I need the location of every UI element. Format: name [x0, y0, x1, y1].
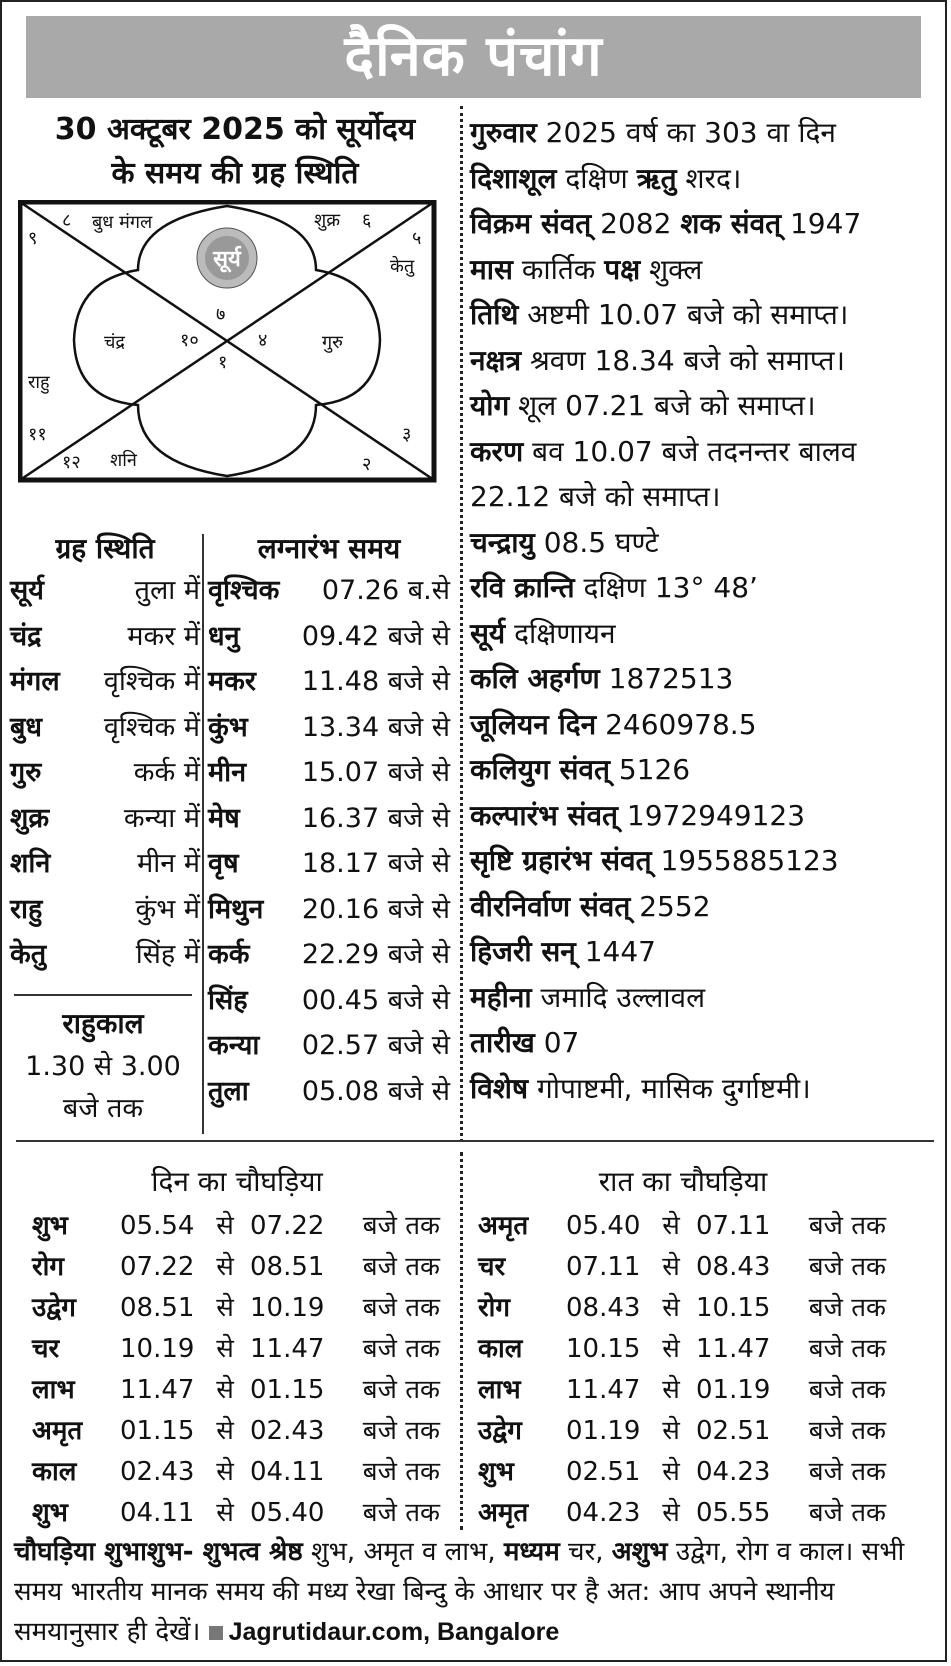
detail-row: [470, 201, 940, 247]
footer-b3: अशुभ: [611, 1537, 668, 1567]
chog-sep: से: [662, 1293, 680, 1323]
chog-until: बजे तक: [808, 1293, 886, 1323]
chog-name: शुभ: [32, 1498, 68, 1528]
detail-label: मास: [470, 252, 513, 286]
graha-planet: सूर्य: [10, 575, 44, 606]
detail-label: महीना: [470, 980, 532, 1014]
column-divider: [460, 106, 463, 1142]
lagna-rashi: मकर: [208, 666, 256, 697]
kundli-chart: [18, 200, 438, 484]
detail-row: [470, 474, 940, 520]
chog-row: [478, 1329, 888, 1370]
house-9: ९: [28, 228, 38, 249]
detail-label: सूर्य: [470, 616, 506, 650]
chog-separator: [16, 1140, 934, 1142]
detail-value: शूल 07.21 बजे को समाप्त।: [509, 389, 816, 422]
rahukaal-time: 1.30 से 3.00: [25, 1051, 181, 1082]
lagna-row: [208, 614, 450, 660]
house-8: ८: [62, 210, 72, 231]
chog-row: [32, 1329, 442, 1370]
house-7: ७: [216, 304, 226, 325]
chog-name: लाभ: [32, 1375, 75, 1405]
lagna-rashi: सिंह: [208, 984, 248, 1016]
detail-row: [470, 429, 940, 475]
chog-until: बजे तक: [362, 1375, 440, 1405]
chog-name: शुभ: [32, 1211, 68, 1241]
lagna-row: [208, 568, 450, 614]
lagna-time: 02.57 बजे से: [301, 1030, 450, 1061]
chog-sep: से: [216, 1252, 234, 1282]
detail-label: दिशाशूल: [470, 161, 557, 195]
detail-row: [470, 884, 940, 930]
house-12: १२: [62, 452, 81, 473]
chog-until: बजे तक: [362, 1457, 440, 1487]
footer-note: [14, 1532, 936, 1652]
lagna-rashi: मिथुन: [208, 893, 264, 925]
lagna-row: [208, 705, 450, 751]
lagna-time: 07.26 ब.से: [321, 575, 450, 606]
footer-b1: चौघड़िया शुभाशुभ- शुभत्व श्रेष्ठ: [14, 1537, 303, 1567]
detail-value: 2552: [630, 889, 711, 923]
chog-start: 02.43: [120, 1457, 195, 1487]
detail-label: तिथि: [470, 298, 519, 331]
detail-value: 2082: [591, 207, 681, 240]
kundli-ketu: केतु: [390, 256, 415, 277]
lagna-time: 22.29 बजे से: [301, 939, 450, 970]
detail-value: दक्षिण: [556, 161, 637, 195]
detail-row: [470, 611, 940, 657]
footer-t3: उद्वेग, रोग व काल। सभी समय भारतीय मानक समय की मध्य रेखा बिन्दु के आधार पर है अत: आप अपने स्थानीय समयानुसार ही देखें।: [14, 1537, 905, 1647]
detail-value: 08.5 घण्टे: [534, 525, 659, 559]
lagna-rashi: धनु: [208, 620, 240, 652]
chog-start: 05.54: [120, 1211, 195, 1241]
chog-end: 02.43: [250, 1416, 325, 1446]
chog-end: 07.22: [250, 1211, 325, 1241]
chog-sep: से: [216, 1375, 234, 1405]
chog-row: [32, 1370, 442, 1411]
chog-start: 01.15: [120, 1416, 195, 1446]
house-10: १०: [180, 330, 199, 351]
graha-row: [10, 568, 200, 614]
detail-row: [470, 520, 940, 566]
detail-label: नक्षत्र: [470, 343, 522, 377]
chog-until: बजे तक: [808, 1334, 886, 1364]
detail-label: सृष्टि ग्रहारंभ संवत्: [470, 844, 652, 877]
lagna-row: [208, 978, 450, 1024]
chog-sep: से: [216, 1498, 234, 1528]
graha-planet: केतु: [10, 939, 47, 970]
graha-rashi: वृश्चिक में: [103, 666, 200, 697]
chog-row: [32, 1206, 442, 1247]
chog-start: 11.47: [566, 1375, 641, 1405]
lagna-time: 05.08 बजे से: [301, 1075, 450, 1107]
chog-sep: से: [662, 1334, 680, 1364]
graha-planet: राहु: [10, 893, 43, 925]
chog-row: [32, 1452, 442, 1493]
detail-label: योग: [470, 389, 510, 422]
chog-sep: से: [662, 1498, 680, 1528]
chog-sep: से: [216, 1293, 234, 1323]
chog-name: चर: [32, 1334, 60, 1364]
chog-start: 08.51: [120, 1293, 195, 1323]
rahukaal-title: राहुकाल: [62, 1007, 144, 1040]
chog-name: अमृत: [32, 1416, 83, 1446]
lagna-time: 00.45 बजे से: [301, 984, 450, 1016]
chog-row: [32, 1288, 442, 1329]
lagna-row: [208, 841, 450, 887]
lagna-rashi: मीन: [208, 757, 247, 788]
lagna-rashi: मेष: [208, 802, 240, 834]
graha-planet: शुक्र: [10, 802, 50, 834]
lagna-row: [208, 1023, 450, 1069]
detail-label: तारीख: [470, 1026, 535, 1059]
chog-name: लाभ: [478, 1375, 521, 1405]
detail-label: विशेष: [470, 1071, 529, 1105]
kundli-guru: गुरु: [322, 332, 343, 353]
detail-row: [470, 838, 940, 884]
lagna-title: लग्नारंभ समय: [257, 532, 401, 565]
chog-end: 01.15: [250, 1375, 325, 1405]
chog-start: 04.23: [566, 1498, 641, 1528]
house-1: १: [218, 352, 228, 373]
night-chog-title: रात का चौघड़िया: [598, 1165, 768, 1198]
detail-label: पक्ष: [604, 252, 641, 286]
chog-start: 01.19: [566, 1416, 641, 1446]
detail-row: [470, 1020, 940, 1066]
detail-value: 1947: [781, 207, 862, 240]
lagna-row: [208, 659, 450, 705]
chog-start: 11.47: [120, 1375, 195, 1405]
detail-label: कल्पारंभ संवत्: [470, 798, 619, 832]
detail-label: करण: [470, 434, 524, 468]
graha-planet: चंद्र: [10, 620, 42, 652]
lagna-row: [208, 1069, 450, 1115]
lagna-row: [208, 932, 450, 978]
chog-sep: से: [216, 1334, 234, 1364]
graha-rashi: सिंह में: [135, 939, 200, 970]
chog-start: 08.43: [566, 1293, 641, 1323]
day-choghadiya: [32, 1160, 442, 1534]
house-6: ६: [362, 210, 372, 231]
detail-row: [470, 747, 940, 793]
detail-value: 2025 वर्ष का 303 वा दिन: [536, 116, 836, 149]
chog-end: 04.11: [250, 1457, 325, 1487]
chog-until: बजे तक: [362, 1416, 440, 1446]
detail-row: [470, 156, 940, 202]
graha-row: [10, 750, 200, 796]
graha-title: ग्रह स्थिति: [55, 532, 155, 565]
detail-row: [470, 1066, 940, 1112]
graha-row: [10, 841, 200, 887]
chog-row: [32, 1411, 442, 1452]
lagna-time: 20.16 बजे से: [301, 893, 450, 925]
chog-name: अमृत: [478, 1498, 529, 1528]
graha-lagna-divider: [202, 534, 204, 1134]
detail-label: कलियुग संवत्: [470, 753, 610, 786]
kundli-rahu: राहु: [28, 372, 50, 393]
chog-sep: से: [662, 1375, 680, 1405]
graha-rashi: कुंभ में: [135, 893, 200, 925]
detail-row: [470, 292, 940, 338]
chog-name: रोग: [478, 1293, 511, 1323]
chart-heading-line1: 30 अक्टूबर 2025 को सूर्योदय: [54, 112, 416, 147]
chog-sep: से: [216, 1211, 234, 1241]
lagna-timing: [208, 530, 450, 1114]
chog-sep: से: [662, 1416, 680, 1446]
chog-name: उद्वेग: [32, 1293, 76, 1323]
detail-row: [470, 565, 940, 611]
detail-label: चन्द्रायु: [470, 525, 535, 559]
detail-value: 1955885123: [651, 844, 839, 877]
lagna-rashi: तुला: [208, 1075, 249, 1107]
detail-label: रवि क्रान्ति: [470, 571, 575, 604]
detail-value: कार्तिक: [512, 252, 605, 286]
chog-name: रोग: [32, 1252, 65, 1282]
chog-end: 10.19: [250, 1293, 325, 1323]
detail-row: [470, 338, 940, 384]
graha-sthiti: [10, 530, 200, 978]
detail-label: शक संवत्: [680, 207, 782, 240]
footer-site: Jagrutidaur.com, Bangalore: [228, 1618, 560, 1646]
chog-end: 04.23: [696, 1457, 771, 1487]
chog-end: 05.40: [250, 1498, 325, 1528]
detail-value: दक्षिण 13° 48’: [574, 571, 758, 604]
chog-name: अमृत: [478, 1211, 529, 1241]
lagna-time: 15.07 बजे से: [301, 757, 450, 788]
kundli-budh-mangal: बुध मंगल: [92, 212, 153, 233]
chog-start: 10.15: [566, 1334, 641, 1364]
lagna-time: 16.37 बजे से: [301, 802, 450, 834]
chog-start: 10.19: [120, 1334, 195, 1364]
detail-value: 1447: [575, 935, 656, 968]
chog-sep: से: [662, 1457, 680, 1487]
night-choghadiya: [478, 1160, 888, 1534]
chog-until: बजे तक: [362, 1498, 440, 1528]
house-5: ५: [412, 228, 422, 249]
rahu-divider: [14, 994, 192, 996]
detail-label: वीरनिर्वाण संवत्: [470, 889, 631, 923]
lagna-rashi: कर्क: [208, 939, 250, 970]
chog-until: बजे तक: [808, 1252, 886, 1282]
detail-value: 22.12 बजे को समाप्त।: [470, 480, 721, 513]
detail-value: श्रवण 18.34 बजे को समाप्त।: [521, 343, 846, 377]
detail-value: अष्टमी 10.07 बजे को समाप्त।: [518, 298, 849, 331]
chog-start: 04.11: [120, 1498, 195, 1528]
chog-end: 02.51: [696, 1416, 771, 1446]
graha-planet: बुध: [10, 711, 43, 743]
lagna-time: 18.17 बजे से: [301, 848, 450, 879]
graha-row: [10, 614, 200, 660]
graha-planet: मंगल: [10, 666, 60, 697]
house-2: २: [362, 454, 372, 475]
chog-name: काल: [32, 1457, 77, 1487]
chog-row: [478, 1452, 888, 1493]
day-chog-title: दिन का चौघड़िया: [151, 1165, 323, 1198]
graha-rashi: वृश्चिक में: [103, 711, 200, 743]
chog-row: [478, 1288, 888, 1329]
detail-label: जूलियन दिन: [470, 707, 597, 741]
detail-value: गोपाष्टमी, मासिक दुर्गाष्टमी।: [528, 1071, 811, 1105]
chog-until: बजे तक: [362, 1293, 440, 1323]
chog-start: 02.51: [566, 1457, 641, 1487]
detail-label: गुरुवार: [470, 116, 537, 149]
footer-t2: चर,: [559, 1537, 612, 1567]
lagna-row: [208, 887, 450, 933]
house-4: ४: [258, 330, 268, 351]
lagna-rashi: वृष: [208, 848, 239, 879]
detail-value: 1872513: [599, 662, 734, 695]
graha-row: [10, 887, 200, 933]
detail-row: [470, 975, 940, 1021]
chog-row: [478, 1411, 888, 1452]
chart-heading: [12, 108, 458, 196]
chog-sep: से: [216, 1457, 234, 1487]
chog-row: [478, 1370, 888, 1411]
chog-end: 11.47: [696, 1334, 771, 1364]
chog-until: बजे तक: [808, 1211, 886, 1241]
square-bullet-icon: [209, 1626, 223, 1640]
chog-sep: से: [662, 1211, 680, 1241]
chog-until: बजे तक: [808, 1375, 886, 1405]
graha-rashi: मीन में: [137, 848, 200, 879]
rahukaal-until: बजे तक: [62, 1093, 144, 1124]
lagna-time: 13.34 बजे से: [301, 711, 450, 743]
kundli-chandra: चंद्र: [104, 332, 125, 353]
detail-value: शरद।: [676, 161, 742, 195]
masthead-title: दैनिक पंचांग: [26, 16, 921, 98]
detail-value: 07: [534, 1026, 580, 1059]
kundli-shani: शनि: [110, 450, 137, 471]
chog-until: बजे तक: [808, 1498, 886, 1528]
graha-rashi: कन्या में: [123, 802, 200, 834]
chog-row: [478, 1247, 888, 1288]
lagna-time: 09.42 बजे से: [301, 620, 450, 652]
chog-start: 05.40: [566, 1211, 641, 1241]
graha-row: [10, 796, 200, 842]
lagna-row: [208, 750, 450, 796]
graha-planet: गुरु: [10, 757, 42, 788]
chog-until: बजे तक: [362, 1211, 440, 1241]
chog-end: 07.11: [696, 1211, 771, 1241]
graha-rashi: कर्क में: [133, 757, 200, 788]
detail-row: [470, 702, 940, 748]
kundli-shukra: शुक्र: [314, 210, 341, 231]
graha-row: [10, 705, 200, 751]
chog-end: 10.15: [696, 1293, 771, 1323]
detail-label: कलि अहर्गण: [470, 662, 600, 695]
footer-t1: शुभ, अमृत व लाभ,: [302, 1537, 504, 1567]
chog-end: 08.43: [696, 1252, 771, 1282]
panchang-details: [470, 110, 940, 1111]
chog-sep: से: [216, 1416, 234, 1446]
chog-until: बजे तक: [808, 1416, 886, 1446]
chog-sep: से: [662, 1252, 680, 1282]
chog-end: 08.51: [250, 1252, 325, 1282]
chog-row: [478, 1493, 888, 1534]
chog-divider: [460, 1152, 463, 1530]
footer-b2: मध्यम: [503, 1537, 560, 1567]
lagna-rashi: वृश्चिक: [208, 575, 280, 606]
graha-planet: शनि: [10, 848, 51, 879]
chart-heading-line2: के समय की ग्रह स्थिति: [111, 156, 359, 191]
detail-value: 5126: [609, 753, 691, 786]
detail-label: विक्रम संवत्: [470, 207, 592, 240]
detail-row: [470, 793, 940, 839]
rahukaal-box: [12, 1002, 194, 1130]
detail-label: हिजरी सन्: [470, 935, 576, 968]
chog-name: शुभ: [478, 1457, 514, 1487]
detail-row: [470, 383, 940, 429]
kundli-surya: सूर्य: [213, 247, 241, 272]
chog-end: 01.19: [696, 1375, 771, 1405]
chog-until: बजे तक: [362, 1334, 440, 1364]
detail-row: [470, 110, 940, 156]
chog-end: 11.47: [250, 1334, 325, 1364]
chog-name: चर: [478, 1252, 506, 1282]
detail-value: बव 10.07 बजे तदनन्तर बालव: [523, 434, 857, 468]
house-11: ११: [28, 424, 47, 445]
graha-row: [10, 932, 200, 978]
chog-end: 05.55: [696, 1498, 771, 1528]
detail-value: जमादि उल्लावल: [531, 980, 706, 1014]
lagna-time: 11.48 बजे से: [301, 666, 450, 697]
chog-start: 07.22: [120, 1252, 195, 1282]
house-3: ३: [402, 424, 412, 445]
detail-label: ऋतु: [636, 161, 677, 195]
chog-until: बजे तक: [808, 1457, 886, 1487]
lagna-rashi: कुंभ: [208, 711, 248, 743]
detail-value: दक्षिणायन: [505, 616, 616, 650]
graha-rashi: तुला में: [134, 575, 200, 606]
detail-row: [470, 656, 940, 702]
chog-name: उद्वेग: [478, 1416, 522, 1446]
detail-value: शुक्ल: [640, 252, 703, 286]
graha-row: [10, 659, 200, 705]
detail-row: [470, 929, 940, 975]
chog-row: [478, 1206, 888, 1247]
chog-start: 07.11: [566, 1252, 641, 1282]
detail-value: 1972949123: [618, 798, 806, 832]
chog-until: बजे तक: [362, 1252, 440, 1282]
chog-row: [32, 1493, 442, 1534]
lagna-rashi: कन्या: [208, 1030, 260, 1061]
chog-name: काल: [478, 1334, 523, 1364]
lagna-row: [208, 796, 450, 842]
detail-value: 2460978.5: [596, 707, 757, 741]
chog-row: [32, 1247, 442, 1288]
graha-rashi: मकर में: [127, 620, 200, 652]
detail-row: [470, 247, 940, 293]
